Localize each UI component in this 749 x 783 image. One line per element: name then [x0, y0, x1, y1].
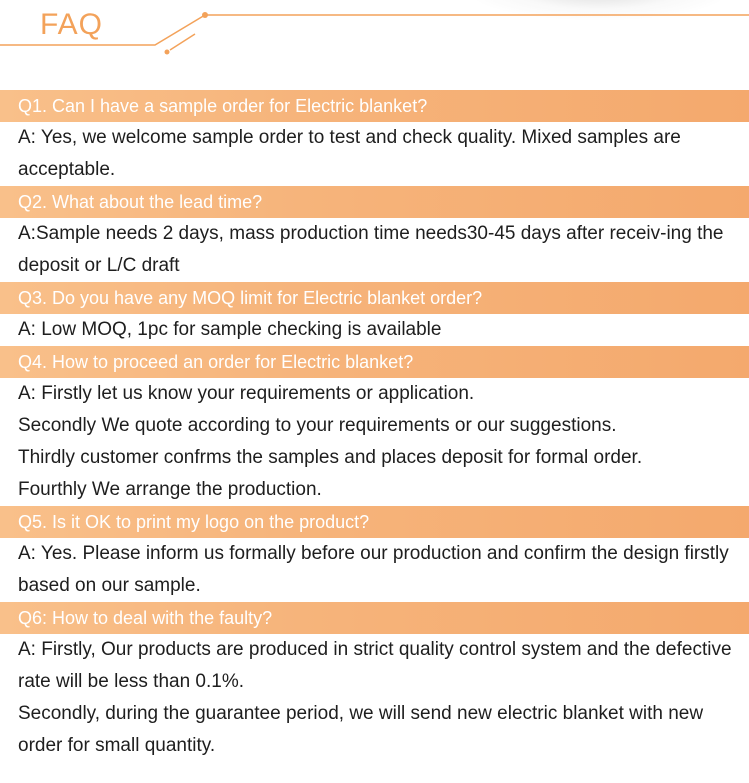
- answer-paragraph: A:Sample needs 2 days, mass production time needs30-45 days after receiv-ing the deposit or L/C draft: [18, 223, 724, 276]
- question-bar: Q5. Is it OK to print my logo on the product?: [0, 506, 749, 538]
- faq-item-4: [0, 346, 749, 506]
- answer-paragraph: A: Firstly let us know your requirements or application.: [18, 383, 475, 404]
- faq-item-3: [0, 282, 749, 346]
- answer-paragraph: A: Firstly, Our products are produced in strict quality control system and the defective rate will be less than 0.1%.: [18, 639, 732, 692]
- question-bar: Q1. Can I have a sample order for Electric blanket?: [0, 90, 749, 122]
- question-bar: Q4. How to proceed an order for Electric blanket?: [0, 346, 749, 378]
- answer-paragraph: Secondly We quote according to your requirements or our suggestions.: [18, 415, 617, 436]
- faq-item-1: [0, 90, 749, 186]
- answer-text: [0, 538, 749, 602]
- answer-paragraph: A: Low MOQ, 1pc for sample checking is available: [18, 319, 442, 340]
- question-bar: Q3. Do you have any MOQ limit for Electric blanket order?: [0, 282, 749, 314]
- answer-text: [0, 314, 749, 346]
- header-circuit-line-icon: [0, 0, 749, 80]
- answer-paragraph: A: Yes. Please inform us formally before our production and confirm the design firstly based on our sample.: [18, 543, 729, 596]
- answer-text: [0, 218, 749, 282]
- faq-list: [0, 90, 749, 762]
- question-bar: Q2. What about the lead time?: [0, 186, 749, 218]
- answer-paragraph: Thirdly customer confrms the samples and places deposit for formal order.: [18, 447, 643, 468]
- answer-paragraph: Secondly, during the guarantee period, we will send new electric blanket with new order for small quantity.: [18, 703, 704, 756]
- faq-item-6: [0, 602, 749, 762]
- answer-paragraph: A: Yes, we welcome sample order to test and check quality. Mixed samples are acceptable.: [18, 127, 681, 180]
- faq-item-2: [0, 186, 749, 282]
- page-title: FAQ: [40, 8, 104, 41]
- question-bar: Q6: How to deal with the faulty?: [0, 602, 749, 634]
- answer-text: [0, 634, 749, 762]
- faq-header: [0, 0, 749, 80]
- faq-item-5: [0, 506, 749, 602]
- answer-paragraph: Fourthly We arrange the production.: [18, 479, 322, 500]
- answer-text: [0, 378, 749, 506]
- answer-text: [0, 122, 749, 186]
